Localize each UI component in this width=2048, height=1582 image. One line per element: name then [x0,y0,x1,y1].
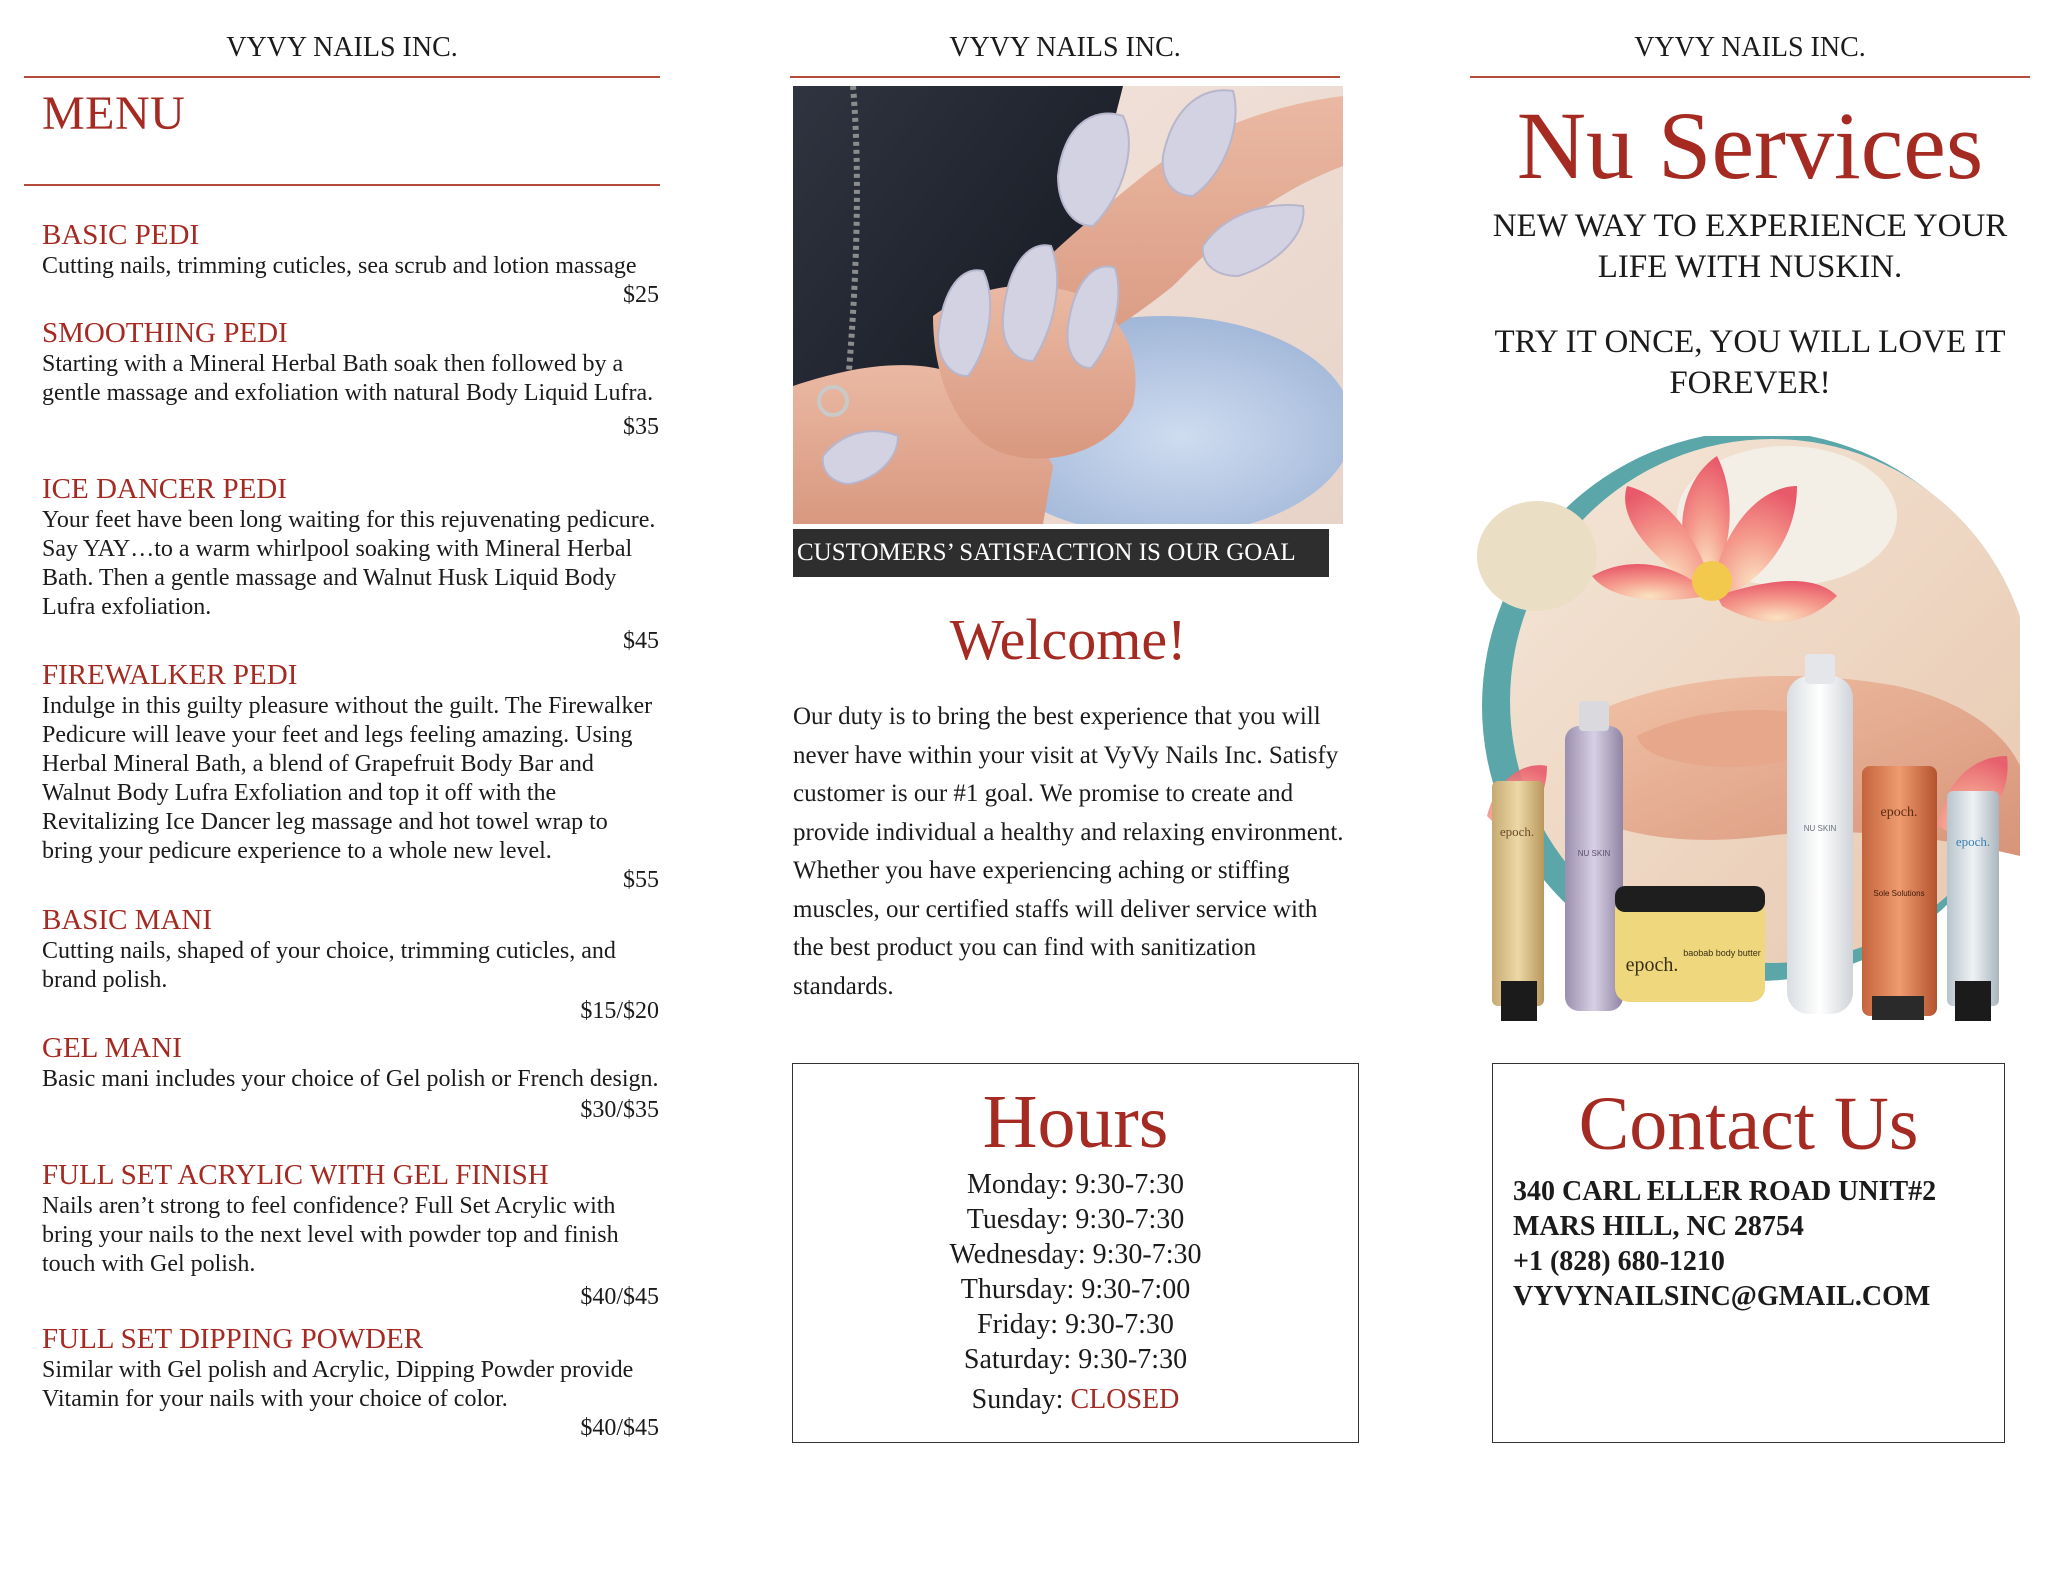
menu-item-basic-pedi [42,218,659,310]
menu-item-name: GEL MANI [42,1032,182,1064]
contact-address-line2: MARS HILL, NC 28754 [1513,1211,1804,1242]
sunday-closed-status: CLOSED [1070,1384,1180,1415]
menu-item-desc: Basic mani includes your choice of Gel polish or French design. [42,1066,659,1092]
menu-item-price: $35 [623,414,659,440]
hours-box [792,1063,1359,1443]
menu-item-price: $40/$45 [580,1284,659,1310]
menu-item-desc: Similar with Gel polish and Acrylic, Dipping Powder provide Vitamin for your nails with your choice of color. [42,1357,634,1412]
hours-list [793,1167,1358,1377]
menu-item-smoothing-pedi [42,316,659,442]
contact-address-line1: 340 CARL ELLER ROAD UNIT#2 [1513,1176,1937,1207]
nu-services-tagline: NEW WAY TO EXPERIENCE YOUR LIFE WITH NUSKIN. [1492,208,2008,285]
contact-title: Contact Us [1578,1082,1919,1166]
menu-item-full-set-acrylic [42,1158,659,1312]
menu-item-name: FULL SET ACRYLIC WITH GEL FINISH [42,1159,549,1191]
menu-item-price: $40/$45 [580,1415,659,1441]
menu-item-firewalker-pedi [42,658,659,895]
welcome-title: Welcome! [949,607,1187,672]
menu-item-desc: Your feet have been long waiting for this rejuvenating pedicure. Say YAY…to a warm whirlpool soaking with Mineral Herbal Bath. Then a gentle massage and Walnut Husk Liquid Body Lufra exfoliation. [42,507,656,620]
menu-item-price: $15/$20 [580,998,659,1024]
menu-item-gel-mani [42,1031,659,1125]
menu-item-desc: Indulge in this guilty pleasure without the guilt. The Firewalker Pedicure will leave your feet and legs feeling amazing. Using Herbal Mineral Bath, a blend of Grapefruit Body Bar and Walnut Body Lufra Exfoliation and top it off with the Revitalizing Ice Dancer leg massage and hot towel wrap to bring your pedicure experience to a whole new level. [42,693,653,864]
hours-saturday: Saturday: 9:30-7:30 [963,1344,1188,1375]
sunday-label: Sunday: [971,1384,1071,1415]
hours-sunday [793,1384,1358,1416]
menu-item-price: $30/$35 [580,1097,659,1123]
satisfaction-banner: CUSTOMERS’ SATISFACTION IS OUR GOAL [793,529,1329,577]
epoch-label-4: epoch. [1955,834,1991,849]
epoch-label-2: epoch. [1625,954,1679,976]
menu-item-basic-mani [42,903,659,1026]
contact-box [1492,1063,2005,1443]
menu-item-dipping-powder [42,1322,659,1443]
baobab-label: baobab body butter [1683,948,1761,958]
nuskin-label-1: NU SKIN [1577,849,1611,858]
menu-item-desc: Nails aren’t strong to feel confidence? Full Set Acrylic with bring your nails to the next level with powder top and finish touch with Gel polish. [42,1193,619,1277]
menu-item-desc: Cutting nails, shaped of your choice, trimming cuticles, and brand polish. [42,938,616,993]
menu-item-ice-dancer-pedi [42,472,659,656]
contact-lines [1513,1174,1936,1314]
welcome-body: Our duty is to bring the best experience that you will never have within your visit at VyVy Nails Inc. Satisfy customer is our #1 goal. We promise to create and provide individual a healthy and relaxing environment. Whether you have experiencing aching or stiffing muscles, our certified staffs will deliver service with the best product you can find with sanitization standards. [793,703,1344,1000]
menu-item-desc: Starting with a Mineral Herbal Bath soak then followed by a gentle massage and exfoliation with natural Body Liquid Lufra. [42,351,654,406]
epoch-label-3: epoch. [1880,805,1918,820]
header-rule-left [24,76,660,78]
menu-item-name: SMOOTHING PEDI [42,317,288,349]
epoch-label-1: epoch. [1499,824,1535,839]
menu-item-desc: Cutting nails, trimming cuticles, sea scrub and lotion massage [42,253,637,279]
menu-item-price: $55 [623,867,659,893]
nu-services-title: Nu Services [1516,92,1984,199]
menu-title-rule [24,184,660,186]
header-rule-middle [790,76,1340,78]
menu-item-price: $45 [623,628,659,654]
hours-tuesday: Tuesday: 9:30-7:30 [966,1204,1185,1235]
contact-phone: +1 (828) 680-1210 [1513,1246,1725,1277]
sole-solutions-label: Sole Solutions [1873,889,1925,898]
brand-header-left: VYVY NAILS INC. [226,32,458,63]
menu-title: MENU [42,87,186,140]
hours-monday: Monday: 9:30-7:30 [967,1169,1184,1200]
nails-photo [793,86,1343,524]
menu-item-name: BASIC PEDI [42,219,200,251]
brand-header-right: VYVY NAILS INC. [1634,32,1866,63]
brand-header-middle: VYVY NAILS INC. [949,32,1181,63]
hours-thursday: Thursday: 9:30-7:00 [960,1274,1191,1305]
menu-item-price: $25 [623,282,659,308]
menu-item-name: FIREWALKER PEDI [42,659,298,691]
nu-services-promise: TRY IT ONCE, YOU WILL LOVE IT FOREVER! [1494,324,2006,401]
nuskin-products-photo [1467,436,2020,1028]
nuskin-label-2: NU SKIN [1803,824,1837,833]
hours-wednesday: Wednesday: 9:30-7:30 [949,1239,1202,1270]
contact-email: VYVYNAILSINC@GMAIL.COM [1513,1281,1931,1312]
hours-title: Hours [982,1080,1169,1164]
menu-item-name: ICE DANCER PEDI [42,473,287,505]
header-rule-right [1470,76,2030,78]
menu-item-name: BASIC MANI [42,904,212,936]
hours-friday: Friday: 9:30-7:30 [977,1309,1174,1340]
menu-item-name: FULL SET DIPPING POWDER [42,1323,424,1355]
